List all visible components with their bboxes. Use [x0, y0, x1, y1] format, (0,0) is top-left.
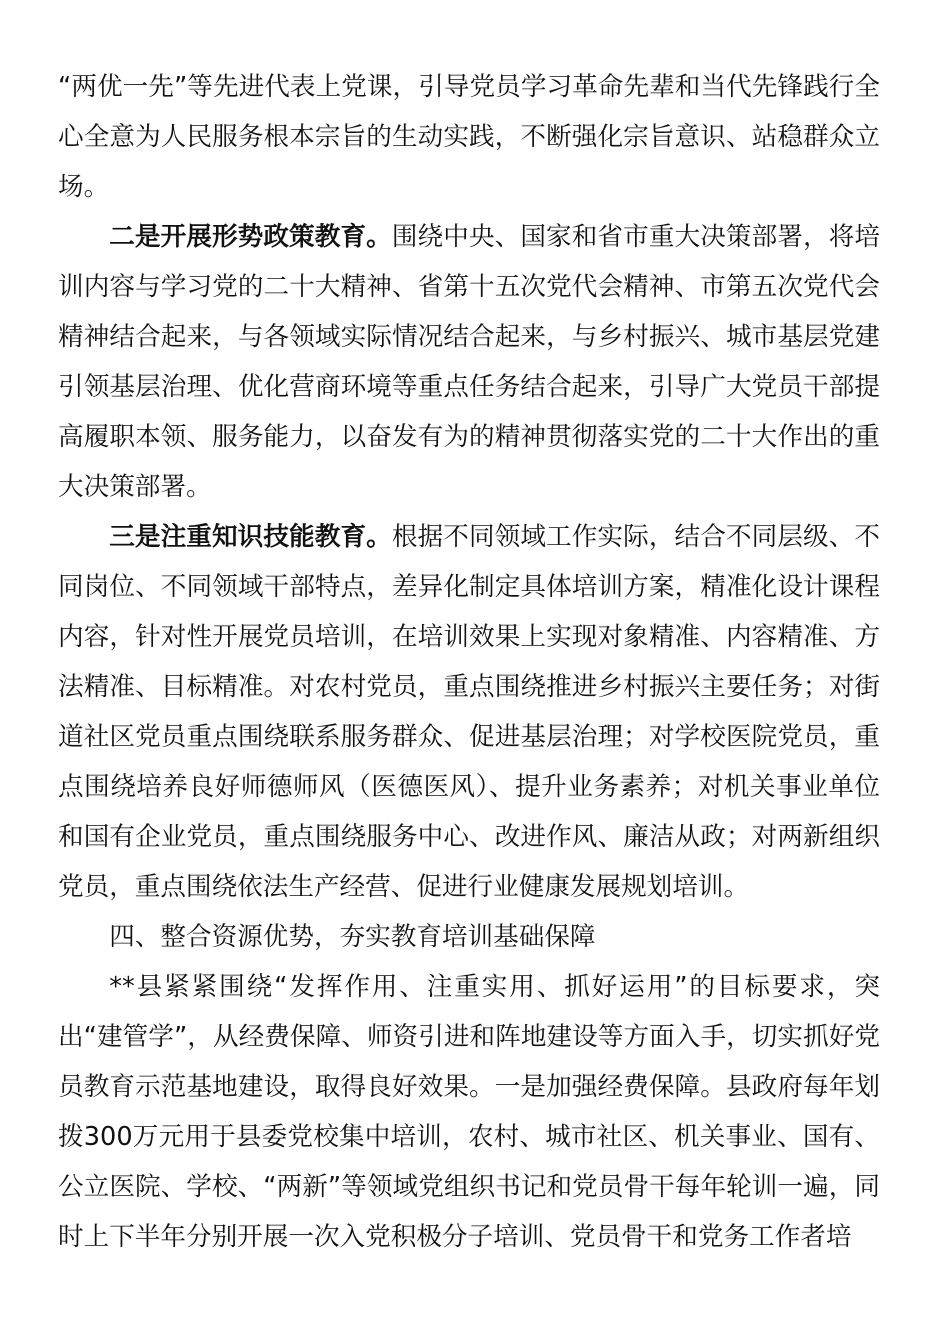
paragraph-lead-heading: 三是注重知识技能教育。 — [109, 522, 392, 552]
document-page — [58, 62, 880, 1262]
paragraph-resource-integration: **县紧紧围绕“发挥作用、注重实用、抓好运用”的目标要求，突出“建管学”，从经费保障、师资引进和阵地建设等方面入手，切实抓好党员教育示范基地建设，取得良好效果。一是加强经费保障。县政府每年划拨300万元用于县委党校集中培训，农村、城市社区、机关事业、国有、公立医院、学校、“两新”等领域党组织书记和党员骨干每年轮训一遍，同时上下半年分别开展一次入党积极分子培训、党员骨干和党务工作者培 — [58, 972, 880, 1252]
paragraph-continuation: “两优一先”等先进代表上党课，引导党员学习革命先辈和当代先锋践行全心全意为人民服务根本宗旨的生动实践，不断强化宗旨意识、站稳群众立场。 — [58, 72, 880, 202]
paragraph-body: 根据不同领域工作实际，结合不同层级、不同岗位、不同领域干部特点，差异化制定具体培训方案，精准化设计课程内容，针对性开展党员培训，在培训效果上实现对象精准、内容精准、方法精准、目标精准。对农村党员，重点围绕推进乡村振兴主要任务；对街道社区党员重点围绕联系服务群众、促进基层治理；对学校医院党员，重点围绕培养良好师德师风（医德医风）、提升业务素养；对机关事业单位和国有企业党员，重点围绕服务中心、改进作风、廉洁从政；对两新组织党员，重点围绕依法生产经营、促进行业健康发展规划培训。 — [58, 522, 880, 902]
paragraph-lead-heading: 二是开展形势政策教育。 — [109, 222, 392, 252]
paragraph-skills-education — [58, 512, 880, 912]
section-heading: 四、整合资源优势，夯实教育培训基础保障 — [109, 922, 596, 952]
paragraph-policy-education — [58, 212, 880, 512]
paragraph-body: 围绕中央、国家和省市重大决策部署，将培训内容与学习党的二十大精神、省第十五次党代会精神、市第五次党代会精神结合起来，与各领域实际情况结合起来，与乡村振兴、城市基层党建引领基层治理、优化营商环境等重点任务结合起来，引导广大党员干部提高履职本领、服务能力，以奋发有为的精神贯彻落实党的二十大作出的重大决策部署。 — [58, 222, 880, 502]
